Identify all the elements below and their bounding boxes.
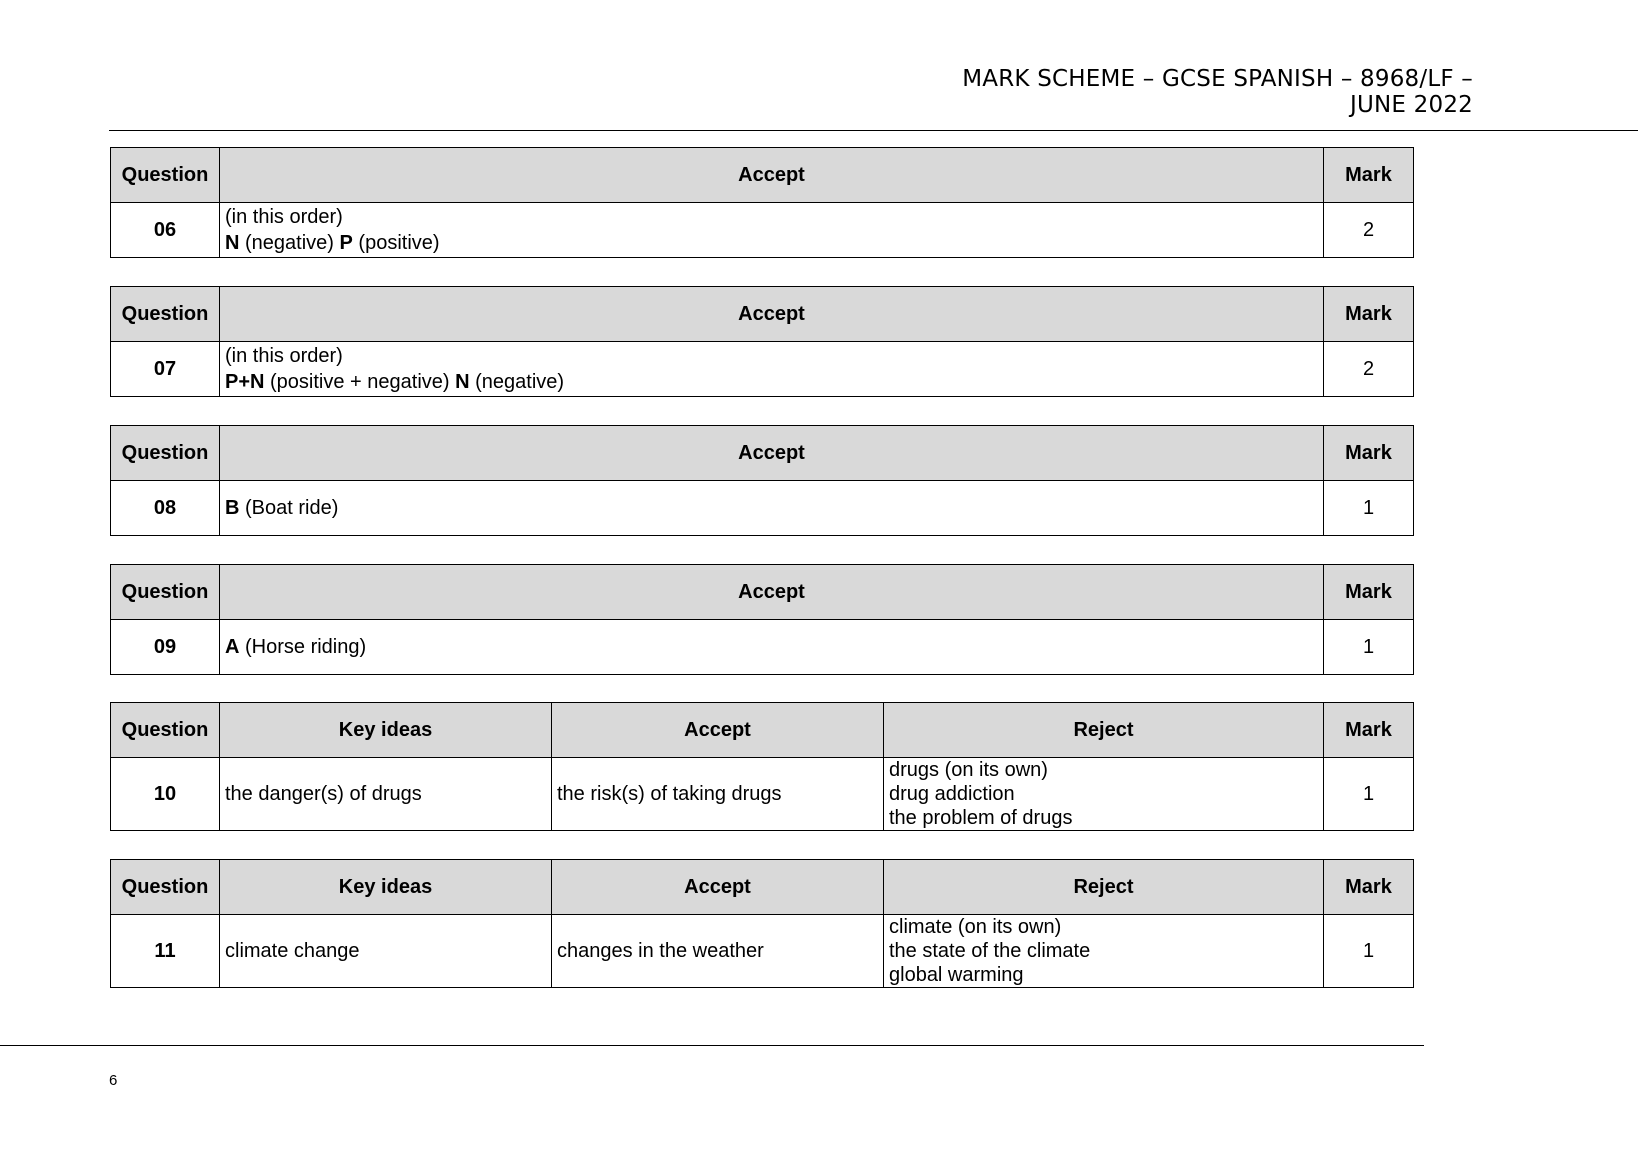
page-header-title: MARK SCHEME – GCSE SPANISH – 8968/LF – JUNE 2022 xyxy=(962,66,1473,118)
question-number: 07 xyxy=(111,342,220,397)
table-row xyxy=(111,758,1414,831)
mark-header: Mark xyxy=(1324,860,1414,915)
reject-header: Reject xyxy=(884,860,1324,915)
mark-header: Mark xyxy=(1324,287,1414,342)
mark-value: 1 xyxy=(1324,758,1414,831)
mark-value: 1 xyxy=(1324,620,1414,675)
reject-item: climate (on its own) xyxy=(889,916,1062,938)
mark-value: 1 xyxy=(1324,481,1414,536)
key-ideas-header: Key ideas xyxy=(220,860,552,915)
accept-cell xyxy=(220,620,1324,675)
table-row xyxy=(111,203,1414,258)
accept-header: Accept xyxy=(220,426,1324,481)
answer-letter: P+N xyxy=(225,371,265,393)
key-idea-cell: climate change xyxy=(220,915,552,988)
reject-item: the state of the climate xyxy=(889,940,1091,962)
question-number: 09 xyxy=(111,620,220,675)
mark-table-q07 xyxy=(110,286,1414,397)
question-header: Question xyxy=(111,703,220,758)
table-header-row xyxy=(111,860,1414,915)
mark-table-q06 xyxy=(110,147,1414,258)
question-header: Question xyxy=(111,148,220,203)
mark-header: Mark xyxy=(1324,565,1414,620)
question-number: 10 xyxy=(111,758,220,831)
table-header-row xyxy=(111,426,1414,481)
question-header: Question xyxy=(111,565,220,620)
reject-header: Reject xyxy=(884,703,1324,758)
reject-cell xyxy=(884,915,1324,988)
accept-header: Accept xyxy=(220,565,1324,620)
accept-header: Accept xyxy=(552,703,884,758)
key-ideas-header: Key ideas xyxy=(220,703,552,758)
mark-table-q09 xyxy=(110,564,1414,675)
reject-item: the problem of drugs xyxy=(889,807,1073,829)
accept-header: Accept xyxy=(220,287,1324,342)
reject-item: global warming xyxy=(889,964,1024,986)
answer-letter: N xyxy=(455,371,470,393)
answer-letter: N xyxy=(225,232,240,254)
answer-description: (Boat ride) xyxy=(239,497,339,519)
question-header: Question xyxy=(111,860,220,915)
mark-value: 2 xyxy=(1324,203,1414,258)
table-row xyxy=(111,620,1414,675)
mark-table-q11 xyxy=(110,859,1414,988)
accept-cell xyxy=(220,203,1324,258)
header-rule xyxy=(109,130,1638,131)
reject-cell xyxy=(884,758,1324,831)
mark-table-q10 xyxy=(110,702,1414,831)
answer-description: (positive) xyxy=(352,232,440,254)
table-header-row xyxy=(111,703,1414,758)
answer-description: (negative) xyxy=(239,232,340,254)
mark-value: 2 xyxy=(1324,342,1414,397)
answer-description: (positive + negative) xyxy=(264,371,456,393)
accept-cell: changes in the weather xyxy=(552,915,884,988)
answer-description: (negative) xyxy=(469,371,565,393)
question-number: 11 xyxy=(111,915,220,988)
mark-table-q08 xyxy=(110,425,1414,536)
reject-item: drug addiction xyxy=(889,783,1015,805)
order-note: (in this order) xyxy=(225,206,343,228)
page-number: 6 xyxy=(109,1072,118,1089)
accept-header: Accept xyxy=(552,860,884,915)
table-row xyxy=(111,481,1414,536)
question-number: 08 xyxy=(111,481,220,536)
key-idea-cell: the danger(s) of drugs xyxy=(220,758,552,831)
question-header: Question xyxy=(111,287,220,342)
table-row xyxy=(111,915,1414,988)
mark-header: Mark xyxy=(1324,148,1414,203)
table-header-row xyxy=(111,565,1414,620)
question-header: Question xyxy=(111,426,220,481)
table-header-row xyxy=(111,287,1414,342)
accept-header: Accept xyxy=(220,148,1324,203)
answer-letter: B xyxy=(225,497,240,519)
mark-header: Mark xyxy=(1324,426,1414,481)
mark-header: Mark xyxy=(1324,703,1414,758)
question-number: 06 xyxy=(111,203,220,258)
reject-item: drugs (on its own) xyxy=(889,759,1048,781)
answer-description: (Horse riding) xyxy=(239,636,367,658)
mark-value: 1 xyxy=(1324,915,1414,988)
answer-letter: A xyxy=(225,636,240,658)
answer-letter: P xyxy=(339,232,353,254)
accept-cell: the risk(s) of taking drugs xyxy=(552,758,884,831)
footer-rule xyxy=(0,1045,1424,1046)
accept-cell xyxy=(220,481,1324,536)
order-note: (in this order) xyxy=(225,345,343,367)
table-row xyxy=(111,342,1414,397)
accept-cell xyxy=(220,342,1324,397)
table-header-row xyxy=(111,148,1414,203)
